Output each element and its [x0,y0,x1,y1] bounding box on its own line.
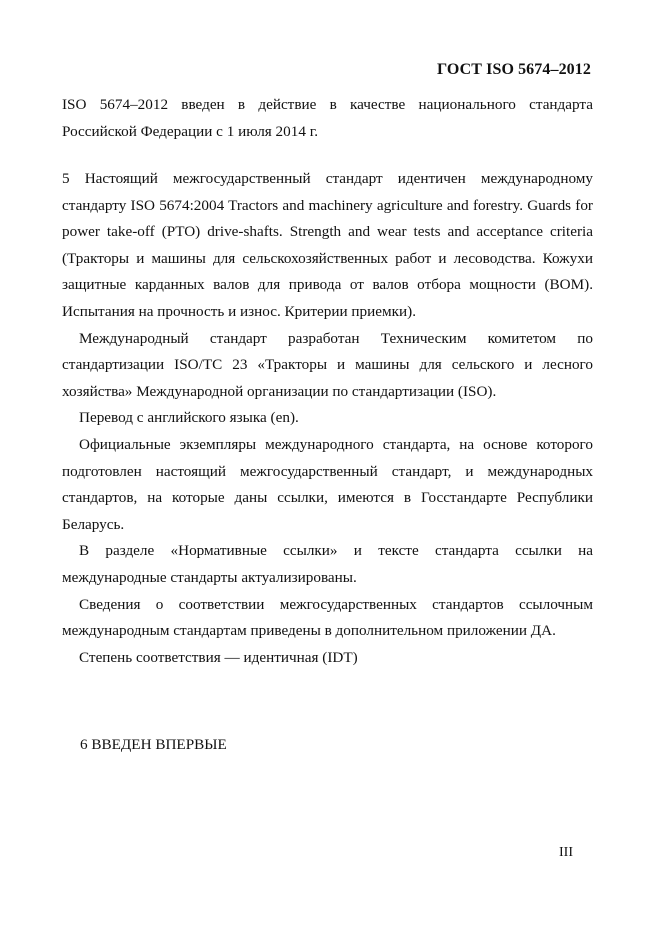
section-5-paragraph: 5 Настоящий межгосударственный стандарт идентичен международному стандарту ISO 5674:2004 Tractors and machinery agriculture and forestry. Guards for power take-off (PTO) drive-shafts. Strength and wear tests and acceptance criteria (Тракторы и машины для сельскохозяйственных работ и лесоводства. Кожухи защитные карданных валов для привода от валов отбора мощности (ВОМ). Испытания на прочность и износ. Критерии приемки). [62,170,593,320]
degree-paragraph: Степень соответствия — идентичная (IDT) [79,648,358,666]
standard-code-header: ГОСТ ISO 5674–2012 [436,61,591,78]
translation-paragraph: Перевод с английского языка (en). [79,409,299,427]
intro-block [62,92,593,145]
section-6-block [80,732,611,759]
section-5-block [62,166,593,671]
intro-paragraph: ISO 5674–2012 введен в действие в качестве национального стандарта Российской Федерации с 1 июля 2014 г. [62,96,593,140]
page-number: III [559,845,573,860]
developer-paragraph: Международный стандарт разработан Техническим комитетом по стандартизации ISO/TC 23 «Тракторы и машины для сельского и лесного хозяйства» Международной организации по стандартизации (ISO). [62,329,593,400]
correspondence-paragraph: Сведения о соответствии межгосударственных стандартов ссылочным международным стандартам приведены в дополнительном приложении ДА. [62,595,593,640]
section-6-heading: 6 ВВЕДЕН ВПЕРВЫЕ [80,736,227,753]
official-copies-paragraph: Официальные экземпляры международного стандарта, на основе которого подготовлен настоящий межгосударственный стандарт, и международных стандартов, на которые даны ссылки, имеются в Госстандарте Республики Беларусь. [62,435,593,533]
references-paragraph: В разделе «Нормативные ссылки» и тексте стандарта ссылки на международные стандарты актуализированы. [62,542,593,586]
